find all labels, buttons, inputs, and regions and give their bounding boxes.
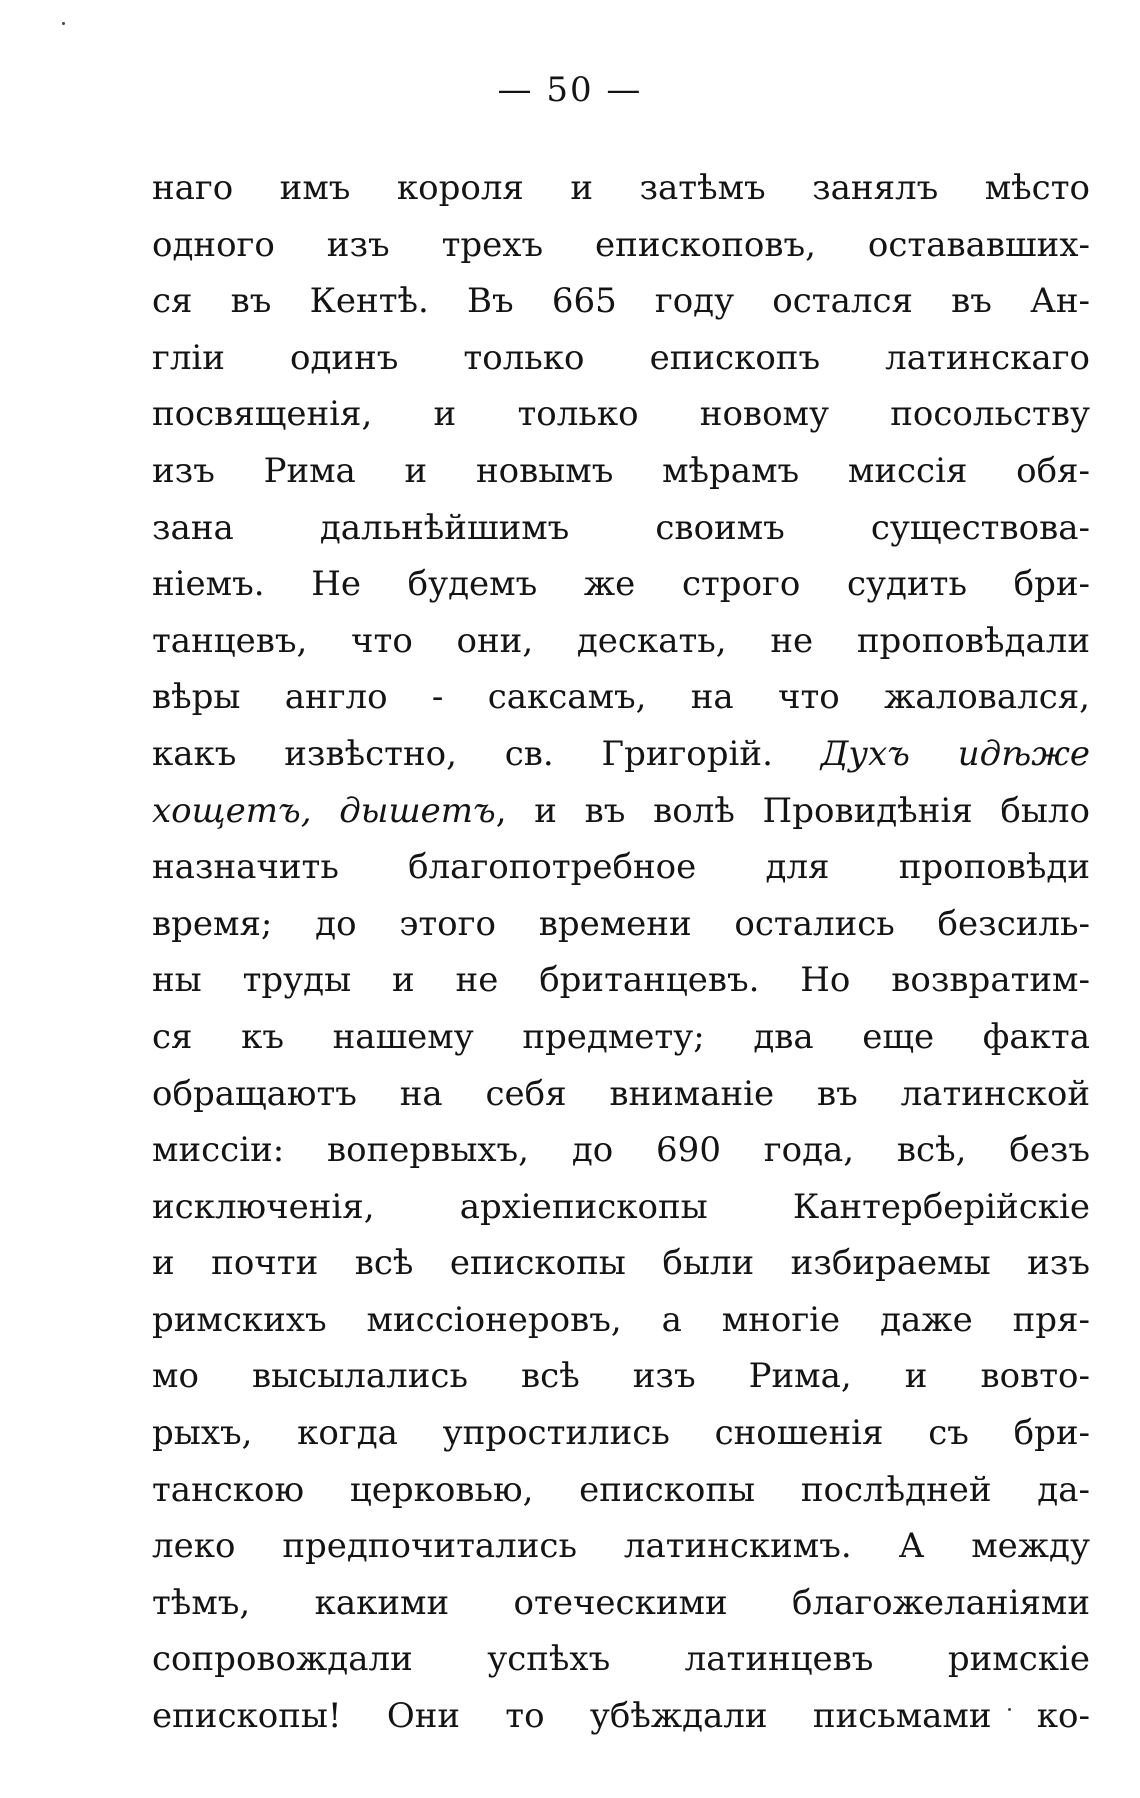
text-line: ны труды и не британцевъ. Но возвратим- — [152, 960, 1090, 1001]
italic-quote: Духъ идѣже — [820, 733, 1090, 774]
text-line: наго имъ короля и затѣмъ занялъ мѣсто — [152, 168, 1090, 208]
body-text — [152, 160, 1090, 1745]
text-line: мо высылались всѣ изъ Рима, и вовто- — [152, 1356, 1090, 1397]
text-line: одного изъ трехъ епископовъ, остававших- — [152, 224, 1090, 265]
text-line: леко предпочитались латинскимъ. А между — [152, 1526, 1090, 1567]
text-line: изъ Рима и новымъ мѣрамъ миссія обя- — [152, 450, 1090, 491]
text-line: назначить благопотребное для проповѣди — [152, 847, 1090, 888]
text-line: рыхъ, когда упростились сношенія съ бри- — [152, 1413, 1090, 1454]
text-line: миссіи: вопервыхъ, до 690 года, всѣ, безъ — [152, 1130, 1090, 1171]
text-line: посвященія, и только новому посольству — [152, 394, 1090, 435]
text-line: обращаютъ на себя вниманіе въ латинской — [152, 1073, 1090, 1114]
text-line: хощетъ, дышетъ, и въ волѣ Провидѣнія было — [152, 790, 1090, 831]
text-line: тѣмъ, какими отеческими благожеланіями — [152, 1582, 1090, 1623]
text-line: епископы! Они то убѣждали письмами ко- — [152, 1696, 1090, 1737]
italic-quote: хощетъ, дышетъ — [152, 790, 496, 831]
text-line: и почти всѣ епископы были избираемы изъ — [152, 1243, 1090, 1284]
print-speck — [62, 22, 65, 25]
text-line: время; до этого времени остались безсиль- — [152, 903, 1090, 944]
text-line: вѣры англо - саксамъ, на что жаловался, — [152, 677, 1090, 718]
text-line: ся въ Кентѣ. Въ 665 году остался въ Ан- — [152, 281, 1090, 322]
text-line: гліи одинъ только епископъ латинскаго — [152, 337, 1090, 378]
text-line: ся къ нашему предмету; два еще факта — [152, 1016, 1090, 1057]
text-line: ніемъ. Не будемъ же строго судить бри- — [152, 564, 1090, 605]
text-line: танскою церковью, епископы послѣдней да- — [152, 1469, 1090, 1510]
text-line: какъ извѣстно, св. Григорій. Духъ идѣже — [152, 733, 1090, 774]
text-line: зана дальнѣйшимъ своимъ существова- — [152, 507, 1090, 548]
text-line: римскихъ миссіонеровъ, а многіе даже пря- — [152, 1299, 1090, 1340]
text-line: танцевъ, что они, дескать, не проповѣдали — [152, 620, 1090, 661]
text-line: сопровождали успѣхъ латинцевъ римскіе — [152, 1639, 1090, 1680]
text-line: исключенія, архіепископы Кантерберійскіе — [152, 1186, 1090, 1227]
page-number: — 50 — — [497, 70, 643, 110]
